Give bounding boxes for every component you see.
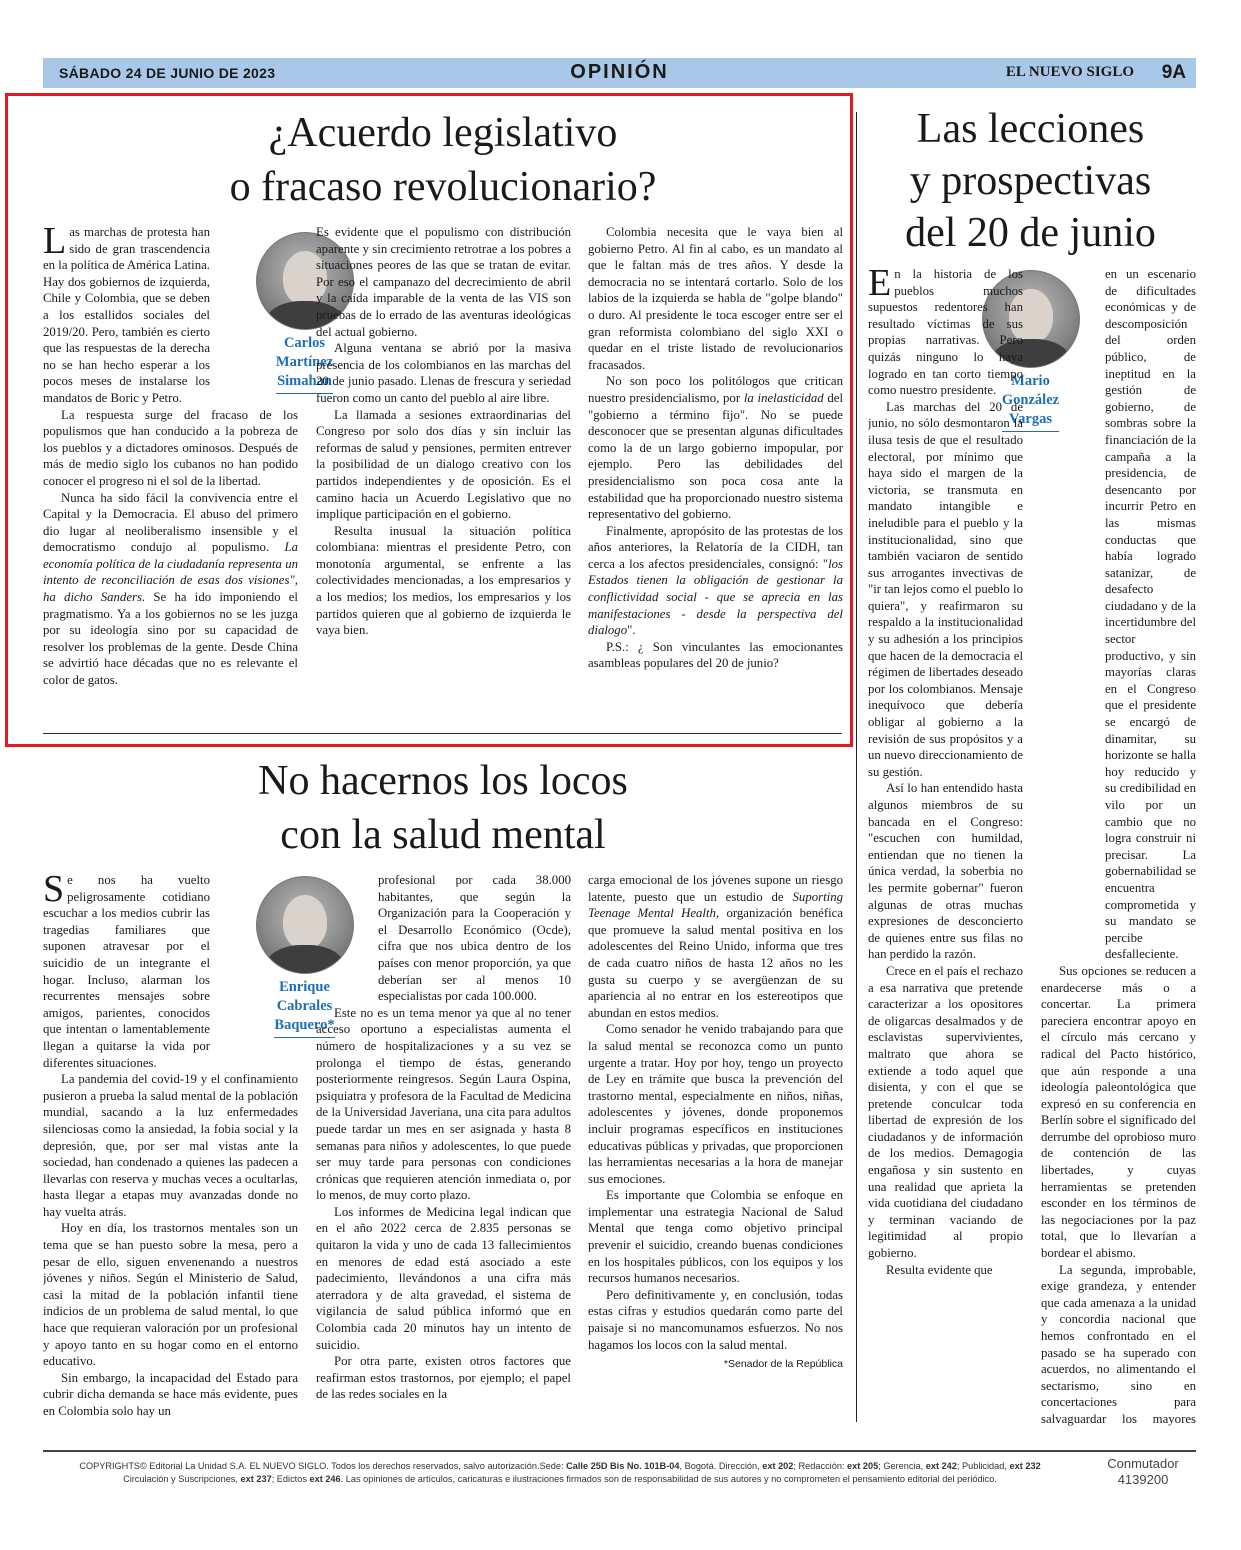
column-divider (856, 112, 857, 1422)
footer-divider (43, 1450, 1196, 1452)
article1-column-3 (588, 224, 843, 714)
article1-paragraph: Finalmente, apropósito de las protestas de los años anteriores, la Relatoría de la CIDH, tan cerca a los afectos presidenciales, consignó: "los Estados tienen la obligación de gestionar la conflictividad social - que se aprecia en las manifestaciones - desde la perspectiva del dialogo". (588, 523, 843, 638)
article2-paragraph: La segunda, improbable, exige grandeza, y entender que cada amenaza a la unidad y concordia nacional que hemos confrontado en el pasado se ha superado con acuerdos, no alimentando el sectarismo, sino en concertaciones para salvaguardar los mayores (1041, 1262, 1196, 1426)
article3-paragraph: profesional por cada 38.000 habitantes, que según la Organización para la Cooperación y el Desarrollo Económico (Ocde), cifra que nos ubica dentro de los países con menor proporción, ya que deberían ser al menos 10 especialistas por cada 100.000. (378, 873, 571, 1004)
article3-paragraph: Los informes de Medicina legal indican que en el año 2022 cerca de 2.835 personas se quitaron la vida y uno de cada 13 fallecimientos en menores de edad está asociado a este padecimiento, llevándonos a una cifra más aterradora y de alta gravedad, el sistema de vigilancia de salud pública informó que en Colombia cada 20 minutos hay un intento de suicidio. (316, 1204, 571, 1352)
article2-headline: Las lecciones y prospectivas del 20 de junio (905, 106, 1156, 256)
article1-paragraph: La llamada a sesiones extraordinarias del Congreso por solo dos días y sin incluir las reformas de salud y pensiones, permiten entrever la posibilidad de un dialogo creativo con los partidos independientes y de oposición. Es el camino hacia un Acuerdo Legislativo que no implique participación en el gobierno. (316, 407, 571, 522)
article2-paragraph: Crece en el país el rechazo a esa narrativa que pretende caracterizar a los opositores de oligarcas desalmados y de esclavistas supervivientes, maltrato que ahora se extiende a todo aquel que disienta, y con el que se pretende conculcar toda libertad de expresión de los ciudadanos y de información de los medios. Demagogia engañosa y sin sustento en una realidad que aprieta la vida cuotidiana del ciudadano y terminan vaciando de legitimidad al propio gobierno. (868, 963, 1023, 1261)
article2-column-2 (1041, 266, 1196, 1428)
issue-date: SÁBADO 24 DE JUNIO DE 2023 (59, 65, 276, 81)
page-header (43, 58, 1196, 88)
dropcap: L (43, 224, 67, 262)
section-title: OPINIÓN (570, 61, 669, 83)
article2-paragraph: En la historia de los pueblos muchos supuestos redentores han resultado víctimas de sus propias narrativas. Pero quizás ninguno lo haya logrado en tan corto tiempo como nuestro presidente. (868, 266, 1023, 398)
article3-paragraph: Sin embargo, la incapacidad del Estado para cubrir dicha demanda se hace más evidente, pues en Colombia solo hay un (43, 1370, 298, 1418)
article-divider (43, 733, 842, 734)
newspaper-name: EL NUEVO SIGLO (1005, 64, 1134, 80)
author-name: Enrique Cabrales Baquero* (274, 978, 334, 1038)
article1-paragraph: La respuesta surge del fracaso de los populismos que han conducido a la pobreza de los pueblos y a dictadores ominosos. Después de más de medio siglo los cubanos no han podido conocer el progreso ni el sol de la libertad. (43, 407, 298, 488)
switchboard-number: 4139200 (1117, 1472, 1169, 1487)
article1-paragraph: Las marchas de protesta han sido de gran trascendencia en la política de América Latina. Hay dos gobiernos de izquierda, Chile y Colombia, que se deben a los estallidos sociales del 2019/20. Pero, también es cierto que las respuestas de la derecha no se han hecho esperar a los pocos meses de instalarse los mandatos de Boric y Petro. (43, 224, 210, 405)
article1-headline: ¿Acuerdo legislativo o fracaso revolucionario? (229, 110, 657, 210)
dropcap: E (868, 266, 892, 304)
article1-column-2 (316, 224, 571, 714)
dropcap: S (43, 872, 65, 910)
article2-paragraph: en un escenario de dificultades económicas y de descomposición del orden público, de ineptitud en la gestión de gobierno, de sombras sobre la financiación de la campaña a la presidencia, de desencanto por incurrir Petro en las mismas conductas que había logrado satanizar, de desafecto ciudadano y de la incertidumbre del sector productivo, y sin mayorías claras en el Congreso que el presidente se encargó de dinamitar, su horizonte se halla hoy reducido y su credibilidad en vilo por un cambio que no logra construir ni precisar. La gobernabilidad se encuentra comprometida y su mandato se percibe desfalleciente. (1105, 267, 1196, 962)
author-signature: *Senador de la República (723, 1358, 843, 1371)
page-number: 9A (1161, 62, 1186, 83)
article3-paragraph: La pandemia del covid-19 y el confinamiento pusieron a prueba la salud mental de la población mundial, sacando a la luz enfermedades silenciosas como la ansiedad, la fobia social y la depresión, que, por ser mal vistas ante la sociedad, han condenado a quienes las padecen a llevarlas con reserva y muchas veces a ocultarlas, hasta llegar a etapas muy avanzadas donde no hay vuelta atrás. (43, 1072, 298, 1219)
article1-paragraph: Alguna ventana se abrió por la masiva presencia de los colombianos en las marchas del 20 de junio pasado. Llenas de frescura y seriedad fueron como un canto del pueblo al aire libre. (316, 341, 571, 405)
article1-paragraph: Colombia necesita que le vaya bien al gobierno Petro. Al fin al cabo, es un mandato al que le faltan más de tres años. Y desde la democracia no se intentará cortarlo. Solo de los labios de la izquierda se habla de "golpe blando" o duro. Al presidente le toca escoger entre ser el gran reformista colombiano del siglo XXI o quedar en el triste listado de revolucionarios fracasados. (588, 225, 843, 372)
article3-paragraph: Este no es un tema menor ya que al no tener acceso oportuno a especialistas aumenta el número de hospitalizaciones y a su vez se prolonga el tiempo de éstas, generando posteriormente reingresos. Según Laura Ospina, psiquiatra y profesora de la Facultad de Medicina de la Universidad Javeriana, una cita para adultos puede tardar un mes en ser asignada y hasta 8 semanas para niños y adolescentes, lo que puede ser muy tarde para personas con condiciones crónicas que requieren atención inmediata o, por lo menos, de muy corto plazo. (316, 1005, 571, 1203)
author-name: Mario González Vargas (1002, 372, 1059, 432)
article3-headline: No hacernos los locos con la salud mental (258, 758, 628, 858)
switchboard (1090, 1456, 1196, 1488)
article1-paragraph: Es evidente que el populismo con distribución aparente y sin crecimiento retrotrae a los pobres a situaciones peores de las que se tratan de evitar. Por eso el campanazo del decrecimiento de abril y la caída imparable de la venta de las VIS son pruebas de lo errado de las aventuras ideológicas del actual gobierno. (316, 225, 571, 339)
article3-paragraph: Es importante que Colombia se enfoque en implementar una estrategia Nacional de Salud Mental que tenga como objetivo principal prevenir el suicidio, creando buenas condiciones en los hospitales públicos, con los equipos y los recursos humanos necesarios. (588, 1188, 843, 1286)
article3-paragraph: carga emocional de los jóvenes supone un riesgo latente, puesto que un estudio de Suporting Teenage Mental Health, organización benéfica que promueve la salud mental positiva en los adolescentes del Reino Unido, informa que tres de cada cuatro niños de hasta 12 años no les gusta su cuerpo y se avergüenzan de su apariencia al no entrar en los estereotipos que abundan en estos medios. (588, 873, 843, 1020)
article2-paragraph: Las marchas del 20 de junio, no sólo desmontaron la ilusa tesis de que el resultado electoral, por mínimo que haya sido el margen de la victoria, se transmuta en mandato intangible e ineludible para el pueblo y la institucionalidad, sino que también vaciaron de sentido sus arrogantes invectivas de "ir tan lejos como el pueblo lo quiera", y reafirmaron su respaldo a la institucionalidad y su adhesión a los principios que hacen de la democracia el régimen de libertades deseado por los colombianos. Mensaje inequívoco que debería obligar al gobierno a la revisión de sus propósitos y a un nuevo direccionamiento de su gestión. (868, 399, 1023, 779)
author-name: Carlos Martínez Simahan (276, 334, 333, 394)
article1-paragraph: No son poco los politólogos que critican nuestro presidencialismo, por la inelasticidad del "gobierno a término fijo". No se puede desconocer que se presentan algunas dificultades como la de un largo gobierno impopular, por ejemplo. Pero las debilidades del presidencialismo son poca cosa ante la estabilidad que ha proporcionado nuestro sistema representativo del gobierno. (588, 374, 843, 522)
article2-paragraph: Sus opciones se reducen a enardecerse más o a concertar. La primera pareciera encontrar apoyo en el círculo más cercano y radical del Pacto histórico, que aún responde a una ideología paleontológica que expresó en su conferencia en Berlín sobre el significado del derrumbe del oprobioso muro de contención de las libertades, y cuyas herramientas se pretenden esconder en los términos de las negociaciones por la paz total, que lo llevarían a bordear el abismo. (1041, 963, 1196, 1261)
article2-column-1 (868, 266, 1023, 1428)
article1-paragraph: P.S.: ¿ Son vinculantes las emocionantes asambleas populares del 20 de junio? (588, 639, 843, 671)
article3-paragraph: Pero definitivamente y, en conclusión, todas estas cifras y estudios quedarán como parte del paisaje si no mancomunamos esfuerzos. No nos hagamos los locos con la salud mental. (588, 1287, 843, 1352)
article3-paragraph: Hoy en día, los trastornos mentales son un tema que se han puesto sobre la mesa, pero a pesar de ello, siguen envenenando a nuestros jóvenes y niños. Según el Ministerio de Salud, casi la mitad de la población infantil tiene indicios de un problema de salud mental, lo que hace que requieran valoración por un profesional y apoyo tanto en su hogar como en el entorno educativo. (43, 1221, 298, 1369)
article2-paragraph: Resulta evidente que (886, 1262, 993, 1277)
article2-paragraph: Así lo han entendido hasta algunos miembros de su bancada en el Congreso: "escuchen con humildad, entiendan que no tienen la única verdad, la soberbia no les permite gobernar" fueron algunas de otras muchas expresiones de desconcierto de quienes entre sus filas no han perdido la razón. (868, 781, 1023, 962)
article1-paragraph: Resulta inusual la situación política colombiana: mientras el presidente Petro, con monotonía argumental, se enfrente a las colectividades mencionadas, a los empresarios y a los medios; los medios, los empresarios y los partidos quieren que al gobierno de izquierda le vaya bien. (316, 523, 571, 638)
article3-paragraph: Como senador he venido trabajando para que la salud mental se reconozca como un punto urgente a tratar. Hoy por hoy, tengo un proyecto de Ley en trámite que busca la prevención del trastorno mental, especialmente en niños, niñas, adolescentes y jóvenes, donde proponemos incluir programas específicos en instituciones educativas públicas y privadas, que proporcionen las herramientas necesarias a la hora de manejar sus emociones. (588, 1022, 843, 1186)
switchboard-label: Conmutador (1107, 1456, 1179, 1471)
copyright-notice: COPYRIGHTS© Editorial La Unidad S.A. EL NUEVO SIGLO. Todos los derechos reservados, salvo autorización.Sede: Calle 25D Bis No. 101B-04, Bogotá. Dirección, ext 202; Redacción: ext 205; Gerencia, ext 242; Publicidad, ext 232 Circulación y Suscripciones, ext 237; Edictos ext 246. Las opiniones de artículos, caricaturas e ilustraciones firmados son de responsabilidad de sus autores y no comprometen el pensamiento editorial del periódico. (79, 1461, 1041, 1484)
article3-paragraph: Se nos ha vuelto peligrosamente cotidiano escuchar a los medios cubrir las tragedias familiares que suponen atravesar por el suicidio de un integrante el hogar. Incluso, alarman los recurrentes mensajes sobre amigos, parientes, conocidos que intentan o lamentablemente llegan a quitarse la vida por diferentes situaciones. (43, 872, 210, 1070)
article3-column-2 (316, 872, 571, 1428)
article3-column-3 (588, 872, 843, 1428)
article1-paragraph: Nunca ha sido fácil la convivencia entre el Capital y la Democracia. El abuso del primero dio lugar al neoliberalismo insensible y el democratismo condujo al populismo. La economía política de la ciudadanía representa un intento de reconciliación de esas dos visiones", ha dicho Sanders. Se ha ido imponiendo el pragmatismo. Ya a los gobiernos no se les juzga por su ideología sino por su capacidad de resolver los problemas de la gente. Desde China se advirtió hace décadas que no es relevante el color de gatos. (43, 490, 298, 688)
article3-paragraph: Por otra parte, existen otros factores que reafirman estos trastornos, por ejemplo; el papel de las redes sociales en la (316, 1354, 571, 1402)
